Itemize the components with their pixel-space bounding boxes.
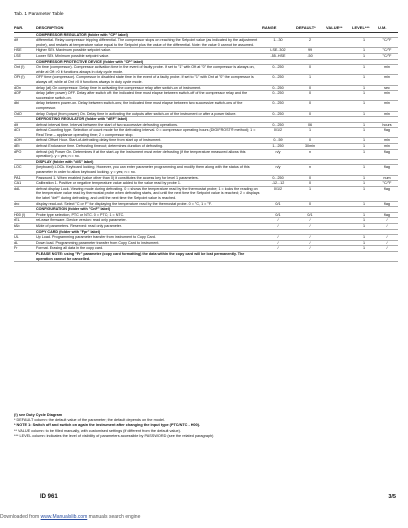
- cell-um: flag: [378, 165, 398, 175]
- cell-level: 1: [352, 223, 378, 229]
- cell-description: Down load. Programming parameter transfer from Copy Card to instrument.: [36, 240, 262, 246]
- cell-value: [326, 65, 352, 75]
- cell-um: flag: [378, 212, 398, 218]
- cell-par: LSE: [14, 53, 36, 59]
- cell-par: Fr: [14, 246, 36, 252]
- cell-default: 0: [296, 101, 326, 111]
- cell-description: tAble of parameters. Reserved: read only parameter.: [36, 223, 262, 229]
- cell-par: CA1: [14, 181, 36, 187]
- cell-default: 06: [296, 122, 326, 128]
- cell-par: dbi: [14, 101, 36, 111]
- cell-range: /: [262, 240, 296, 246]
- cell-um: min: [378, 65, 398, 75]
- cell-default: 1: [296, 75, 326, 85]
- cell-level: 1: [352, 85, 378, 91]
- notes-block: [14, 413, 398, 439]
- cell-default: 0: [296, 138, 326, 144]
- cell-default: [296, 251, 326, 261]
- cell-range: [262, 251, 296, 261]
- cell-par: Ont (!): [14, 65, 36, 75]
- header-level: LEVEL***: [352, 26, 378, 32]
- header-default: DEFAULT*: [296, 26, 326, 32]
- cell-range: 0...250: [262, 122, 296, 128]
- cell-level: 1: [352, 128, 378, 138]
- cell-um: sec: [378, 85, 398, 91]
- cell-default: 0: [296, 65, 326, 75]
- cell-um: °C/°F: [378, 181, 398, 187]
- cell-description: display read-out. Select "C or F" for displaying the temperature read by the thermostat probe. 0 = °C, 1 = °F.: [36, 201, 262, 207]
- cell-default: 1: [296, 186, 326, 201]
- cell-range: 0...250: [262, 101, 296, 111]
- cell-um: min: [378, 111, 398, 117]
- cell-um: /: [378, 223, 398, 229]
- cell-default: /: [296, 218, 326, 224]
- cell-range: -55..HSE: [262, 53, 296, 59]
- cell-level: 1: [352, 53, 378, 59]
- cell-default: /: [296, 246, 326, 252]
- cell-level: 1: [352, 175, 378, 181]
- cell-value: [326, 165, 352, 175]
- cell-description: COMPRESSOR REGULATOR (folder with "CP" label): [36, 32, 262, 38]
- cell-range: -12...12: [262, 181, 296, 187]
- cell-range: 0/1: [262, 212, 296, 218]
- cell-level: 1: [352, 138, 378, 144]
- cell-range: 0/1: [262, 201, 296, 207]
- note-line: *** LEVEL column: indicates the level of visibility of parameters accessible by PASSWORD (see the related paragraph): [14, 433, 214, 438]
- cell-default: n: [296, 149, 326, 159]
- download-prefix: Downloaded from: [0, 514, 41, 520]
- cell-level: 1: [352, 240, 378, 246]
- cell-description: differential. Relay compressor tripping differential. The compressor stops on reaching the Setpoint value (as indicated by the adjustment probe), and restarts at temperature value equal to the Setpoint plus the value of the differential. Note: the value 0 cannot be assumed.: [36, 38, 262, 48]
- cell-range: 0...250: [262, 85, 296, 91]
- cell-description: DISPLAY (folder with "diS" label): [36, 159, 262, 165]
- cell-value: [326, 91, 352, 101]
- cell-range: 0...250: [262, 91, 296, 101]
- download-footer: [0, 514, 140, 520]
- cell-value: [326, 101, 352, 111]
- note-line: (!) see Duty Cycle Diagram: [14, 413, 63, 417]
- note-line: * NOTE 1: Switch off and switch on again the instrument after changing the input type (PTC/NTC - H00).: [14, 423, 201, 428]
- cell-um: /: [378, 240, 398, 246]
- section-row: [14, 251, 398, 261]
- cell-par: ddL: [14, 186, 36, 201]
- cell-level: 1: [352, 144, 378, 150]
- cell-description: COPY CARD (folder with "Fpr" label): [36, 229, 262, 235]
- cell-level: 1: [352, 181, 378, 187]
- cell-value: [326, 186, 352, 201]
- cell-default: 0: [296, 111, 326, 117]
- cell-level: [352, 251, 378, 261]
- cell-um: flag: [378, 201, 398, 207]
- cell-default: -50: [296, 53, 326, 59]
- cell-level: 1: [352, 201, 378, 207]
- cell-default: 0: [296, 175, 326, 181]
- cell-level: 1: [352, 48, 378, 54]
- cell-level: 1: [352, 246, 378, 252]
- cell-description: PLEASE NOTE: using "Fr" parameter (copy card formatting) the data within the copy card will be lost permanently. The operation cannot be cancelled.: [36, 251, 262, 261]
- cell-level: 1: [352, 218, 378, 224]
- cell-par: dOn: [14, 85, 36, 91]
- cell-level: 1: [352, 122, 378, 128]
- cell-value: [326, 75, 352, 85]
- cell-par: PA1: [14, 175, 36, 181]
- cell-value: [326, 251, 352, 261]
- cell-description: OFF time (compressor). Compressor in disabled state time in the event of a faulty probe. If set to "1" with Ont at "0" the compressor is always off, while at Ont >0 it functions always in duty cycle mode.: [36, 75, 262, 85]
- cell-um: min: [378, 91, 398, 101]
- cell-par: dOH: [14, 138, 36, 144]
- cell-description: CONFIGURATION (folder with "CnF" label): [36, 207, 262, 213]
- cell-um: hours: [378, 122, 398, 128]
- cell-default: 30min: [296, 144, 326, 150]
- table-row: [14, 149, 398, 159]
- cell-par: OFt (!): [14, 75, 36, 85]
- cell-range: n/y: [262, 149, 296, 159]
- document-id: ID 961: [40, 494, 58, 500]
- header-description: DESCRIPTION: [36, 26, 262, 32]
- cell-um: °C/°F: [378, 48, 398, 54]
- cell-par: tAb: [14, 223, 36, 229]
- parameter-table: [14, 26, 398, 262]
- download-suffix: manuals search engine: [87, 514, 141, 520]
- cell-level: 1: [352, 212, 378, 218]
- cell-description: delay between power-on. Delay between switch-ons; the indicated time must elapse between two successive switch-ons of the compressor.: [36, 101, 262, 111]
- cell-range: /: [262, 218, 296, 224]
- cell-description: Lower SEt. Minimum possible setpoint value.: [36, 53, 262, 59]
- cell-description: defrost interval time. Interval between the start of two successive defrosting operations.: [36, 122, 262, 128]
- cell-um: min: [378, 138, 398, 144]
- note-line: ** VALUE column: to be filled manually, with customised settings (if different from the default value).: [14, 428, 181, 433]
- cell-range: /: [262, 235, 296, 241]
- cell-default: 0/1: [296, 212, 326, 218]
- cell-description: Calibration 1. Positive or negative temperature value added to the value read by probe 1.: [36, 181, 262, 187]
- cell-description: Format. Erasing all data in the copy card.: [36, 246, 262, 252]
- cell-range: /: [262, 246, 296, 252]
- cell-um: flag: [378, 128, 398, 138]
- cell-default: /: [296, 235, 326, 241]
- cell-description: defrost Counting type. Selection of count mode for the defrosting interval. 0 = compressor operating hours (DIGIFROST® method); 1 = Real Time – appliance operating time; 2 = compressor stop.: [36, 128, 262, 138]
- cell-description: On time (compressor). Compressor activation time in the event of faulty probe. If set to "1" with Oft at "0" the compressor is always on, while at Oft >0 it functions always in duty cycle mode.: [36, 65, 262, 75]
- note-line: * DEFAULT column: the default value of the parameter; the default depends on the model.: [14, 418, 165, 423]
- cell-um: /: [378, 218, 398, 224]
- cell-description: Up Load. Programming parameter transfer from instrument to Copy Card.: [36, 235, 262, 241]
- table-row: [14, 75, 398, 85]
- header-par: PAR.: [14, 26, 36, 32]
- cell-par: dro: [14, 201, 36, 207]
- cell-um: flag: [378, 149, 398, 159]
- cell-um: min: [378, 144, 398, 150]
- cell-value: [326, 149, 352, 159]
- cell-value: [326, 128, 352, 138]
- cell-description: COMPRESSOR PROTECTIVE DEVICE (folder with "CP" label): [36, 59, 262, 65]
- cell-level: 1: [352, 165, 378, 175]
- table-row: [14, 186, 398, 201]
- cell-range: LSE..302: [262, 48, 296, 54]
- table-row: [14, 65, 398, 75]
- cell-range: n/y: [262, 165, 296, 175]
- cell-um: /: [378, 246, 398, 252]
- cell-level: 1: [352, 91, 378, 101]
- cell-description: (keyboard) LOCk. Keyboard locking. However, you can enter parameter programming and modify them along with the status of this parameter in order to allow keyboard locking. y = yes; n = no.: [36, 165, 262, 175]
- cell-description: defrost Offset Hour. Start-of-defrosting delay time from start up of instrument.: [36, 138, 262, 144]
- cell-par: HSE: [14, 48, 36, 54]
- cell-description: Higher SEt. Maximum possible setpoint value.: [36, 48, 262, 54]
- cell-description: delay (at) On compressor. Delay time in activating the compressor relay after switch-on of instrument.: [36, 85, 262, 91]
- cell-par: rEL: [14, 218, 36, 224]
- cell-description: defrost Endurance time. Defrosting timeout; determines duration of defrosting.: [36, 144, 262, 150]
- cell-default: n: [296, 165, 326, 175]
- cell-um: °C/°F: [378, 53, 398, 59]
- manualslib-link[interactable]: www.Manualslib.com: [40, 514, 88, 520]
- table-row: [14, 128, 398, 138]
- cell-default: /: [296, 240, 326, 246]
- cell-level: 1: [352, 186, 378, 201]
- table-row: [14, 165, 398, 175]
- cell-level: 1: [352, 38, 378, 48]
- cell-par: dL: [14, 240, 36, 246]
- cell-um: flag: [378, 186, 398, 201]
- cell-par: dCt: [14, 128, 36, 138]
- header-range: RANGE: [262, 26, 296, 32]
- cell-range: 0...250: [262, 175, 296, 181]
- cell-range: 0...250: [262, 65, 296, 75]
- cell-par: H00 (!): [14, 212, 36, 218]
- cell-description: defrost display Lock. Viewing mode during defrosting. 0 = shows the temperature read by the thermostat probe; 1 = locks the reading on the temperature value read by thermostat probe when defrosting starts, and until the next time the Setpoint value is reached; 2 = displays the label "deF" during defrosting, and until the next time the Setpoint value is reached.: [36, 186, 262, 201]
- cell-level: 1: [352, 65, 378, 75]
- cell-par: dit: [14, 122, 36, 128]
- cell-par: dPO: [14, 149, 36, 159]
- cell-level: 1: [352, 101, 378, 111]
- cell-value: [326, 38, 352, 48]
- cell-description: delay (after power) OFF. Delay after switch off: the indicated time must elapse between switch-off of the compressor relay and the successive switch-on.: [36, 91, 262, 101]
- cell-par: OdO: [14, 111, 36, 117]
- cell-default: 0: [296, 91, 326, 101]
- cell-range: 0...59: [262, 138, 296, 144]
- cell-default: 2: [296, 38, 326, 48]
- cell-range: 1...30: [262, 38, 296, 48]
- cell-level: 1: [352, 149, 378, 159]
- cell-description: Password 1. When enabled (value other than 0) it constitutes the access key for level 1 parameters.: [36, 175, 262, 181]
- cell-par: dEt: [14, 144, 36, 150]
- cell-level: 1: [352, 75, 378, 85]
- cell-range: 0/1/2: [262, 186, 296, 201]
- cell-default: /: [296, 223, 326, 229]
- table-row: [14, 101, 398, 111]
- cell-description: reLease firmware. Device version: read only parameter.: [36, 218, 262, 224]
- cell-um: [378, 251, 398, 261]
- cell-par: dOF: [14, 91, 36, 101]
- cell-um: °C/°F: [378, 38, 398, 48]
- cell-par: dif: [14, 38, 36, 48]
- cell-range: /: [262, 223, 296, 229]
- cell-um: min: [378, 75, 398, 85]
- cell-default: 0: [296, 85, 326, 91]
- cell-default: 0: [296, 181, 326, 187]
- cell-default: 99: [296, 48, 326, 54]
- cell-par: UL: [14, 235, 36, 241]
- cell-range: 0...250: [262, 75, 296, 85]
- cell-description: DEFROSTING REGULATOR (folder with "dEF" label): [36, 117, 262, 123]
- page-number: 3/5: [388, 494, 396, 500]
- cell-range: 0/1/2: [262, 128, 296, 138]
- cell-level: 1: [352, 111, 378, 117]
- header-um: U.M.: [378, 26, 398, 32]
- cell-description: delay Output (from power) On. Delay time in activating the outputs after switch-on of the instrument or after a power failure.: [36, 111, 262, 117]
- cell-range: 0...250: [262, 111, 296, 117]
- header-value: VALUE**: [326, 26, 352, 32]
- table-row: [14, 91, 398, 101]
- cell-par: [14, 251, 36, 261]
- cell-um: /: [378, 235, 398, 241]
- cell-default: 0: [296, 201, 326, 207]
- cell-level: 1: [352, 235, 378, 241]
- table-row: [14, 38, 398, 48]
- cell-par: LOC: [14, 165, 36, 175]
- table-caption: Tab. 1 Parameter Table: [14, 12, 64, 17]
- cell-um: num: [378, 175, 398, 181]
- cell-description: defrost (at) Power On. Determines if at the start-up the instrument must enter defrosting (if the temperature measured allows this operation). y = yes; n = no.: [36, 149, 262, 159]
- cell-um: min: [378, 101, 398, 111]
- cell-default: 1: [296, 128, 326, 138]
- cell-range: 1...250: [262, 144, 296, 150]
- cell-description: Probe type selection, PTC or NTC. 0 = PTC; 1 = NTC.: [36, 212, 262, 218]
